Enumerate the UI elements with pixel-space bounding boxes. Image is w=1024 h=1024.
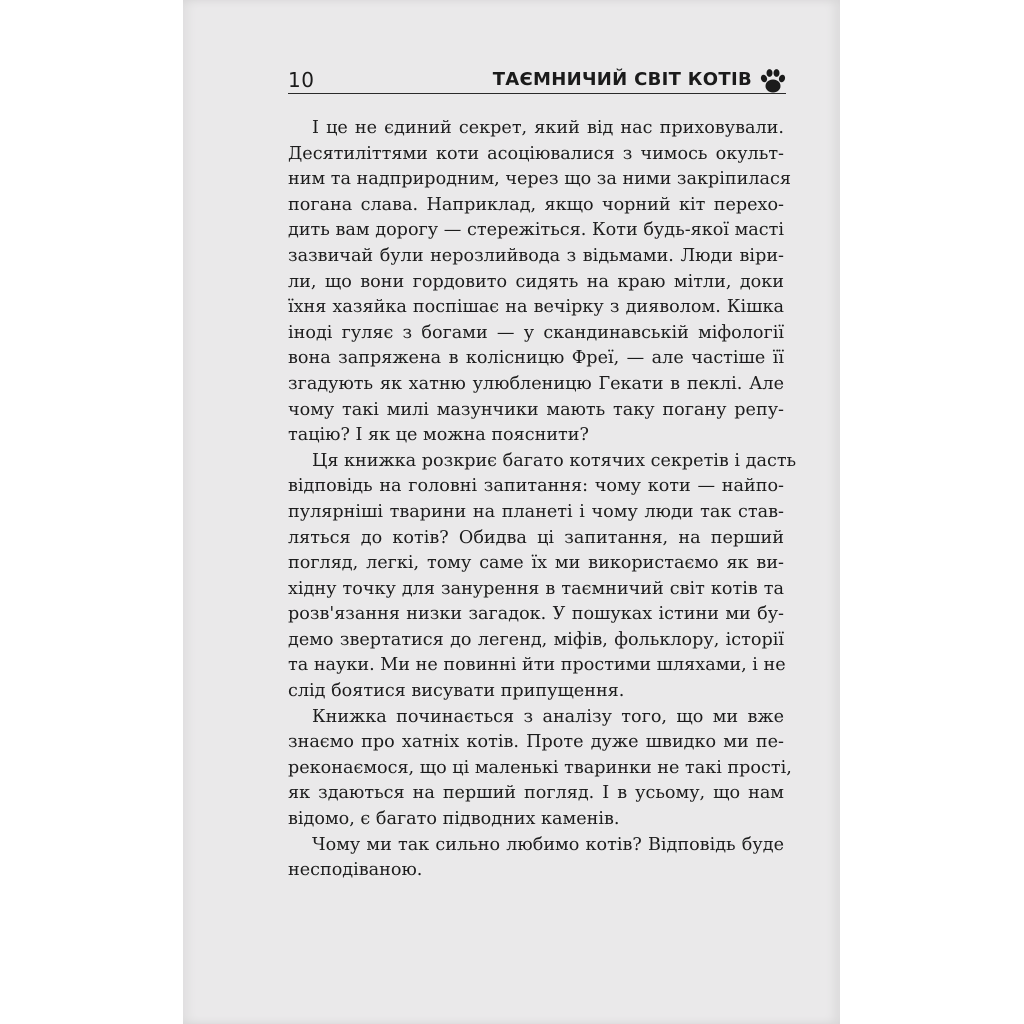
text-line: Ця книжка розкриє багато котячих секретів і дасть [312, 450, 797, 471]
text-line: Чому ми так сильно любимо котів? Відповідь буде [312, 834, 784, 855]
text-line: дить вам дорогу — стережіться. Коти будь-якої масті [288, 220, 784, 241]
text-line: зазвичай були нерозлийвода з відьмами. Люди віри- [288, 245, 784, 266]
text-line: погана слава. Наприклад, якщо чорний кіт перехо- [288, 194, 784, 215]
text-line: Книжка починається з аналізу того, що ми вже [312, 706, 784, 727]
text-line: іноді гуляє з богами — у скандинавській міфології [288, 322, 784, 343]
running-title: ТАЄМНИЧИЙ СВІТ КОТІВ [492, 69, 752, 90]
text-line: знаємо про хатніх котів. Проте дуже швидко ми пе- [288, 732, 784, 753]
text-line: відомо, є багато підводних каменів. [288, 809, 620, 830]
paragraph-3 [288, 705, 792, 833]
text-line: Десятиліттями коти асоціювалися з чимось окульт- [288, 143, 784, 164]
header-rule [288, 93, 786, 94]
text-line: хідну точку для занурення в таємничий світ котів та [288, 578, 784, 599]
paragraph-2 [288, 449, 797, 705]
text-line: відповідь на головні запитання: чому коти — найпо- [288, 476, 784, 497]
text-line: чому такі милі мазунчики мають таку погану репу- [288, 399, 784, 420]
text-line: І це не єдиний секрет, який від нас приховували. [312, 118, 784, 138]
text-line: ляться до котів? Обидва ці запитання, на перший [288, 527, 784, 548]
text-line: вона запряжена в колісницю Фреї, — але частіше її [288, 348, 784, 369]
text-line: погляд, легкі, тому саме їх ми використаємо як ви- [288, 553, 784, 574]
body-text [288, 116, 797, 884]
text-line: тацію? І як це можна пояснити? [288, 425, 589, 446]
text-line: несподіваною. [288, 860, 423, 881]
text-line: їхня хазяйка поспішає на вечірку з дияволом. Кішка [288, 297, 784, 318]
text-line: демо звертатися до легенд, міфів, фольклору, історії [288, 629, 784, 650]
paw-icon [758, 66, 788, 96]
text-line: пулярніші тварини на планеті і чому люди так став- [288, 501, 784, 522]
text-line: реконаємося, що ці маленькі тваринки не такі прості, [288, 757, 792, 778]
text-line: згадують як хатню улюбленицю Гекати в пеклі. Але [288, 373, 784, 394]
text-line: розв'язання низки загадок. У пошуках істини ми бу- [288, 604, 784, 625]
text-line: ним та надприродним, через що за ними закріпилася [288, 169, 791, 190]
text-line: слід боятися висувати припущення. [288, 681, 625, 702]
page-header [288, 64, 788, 96]
paragraph-1 [288, 116, 791, 449]
page-number: 10 [288, 68, 315, 92]
text-line: як здаються на перший погляд. І в усьому, що нам [288, 783, 784, 804]
paragraph-4 [288, 833, 784, 884]
text-line: та науки. Ми не повинні йти простими шляхами, і не [288, 655, 786, 676]
text-line: ли, що вони гордовито сидять на краю мітли, доки [288, 271, 784, 292]
